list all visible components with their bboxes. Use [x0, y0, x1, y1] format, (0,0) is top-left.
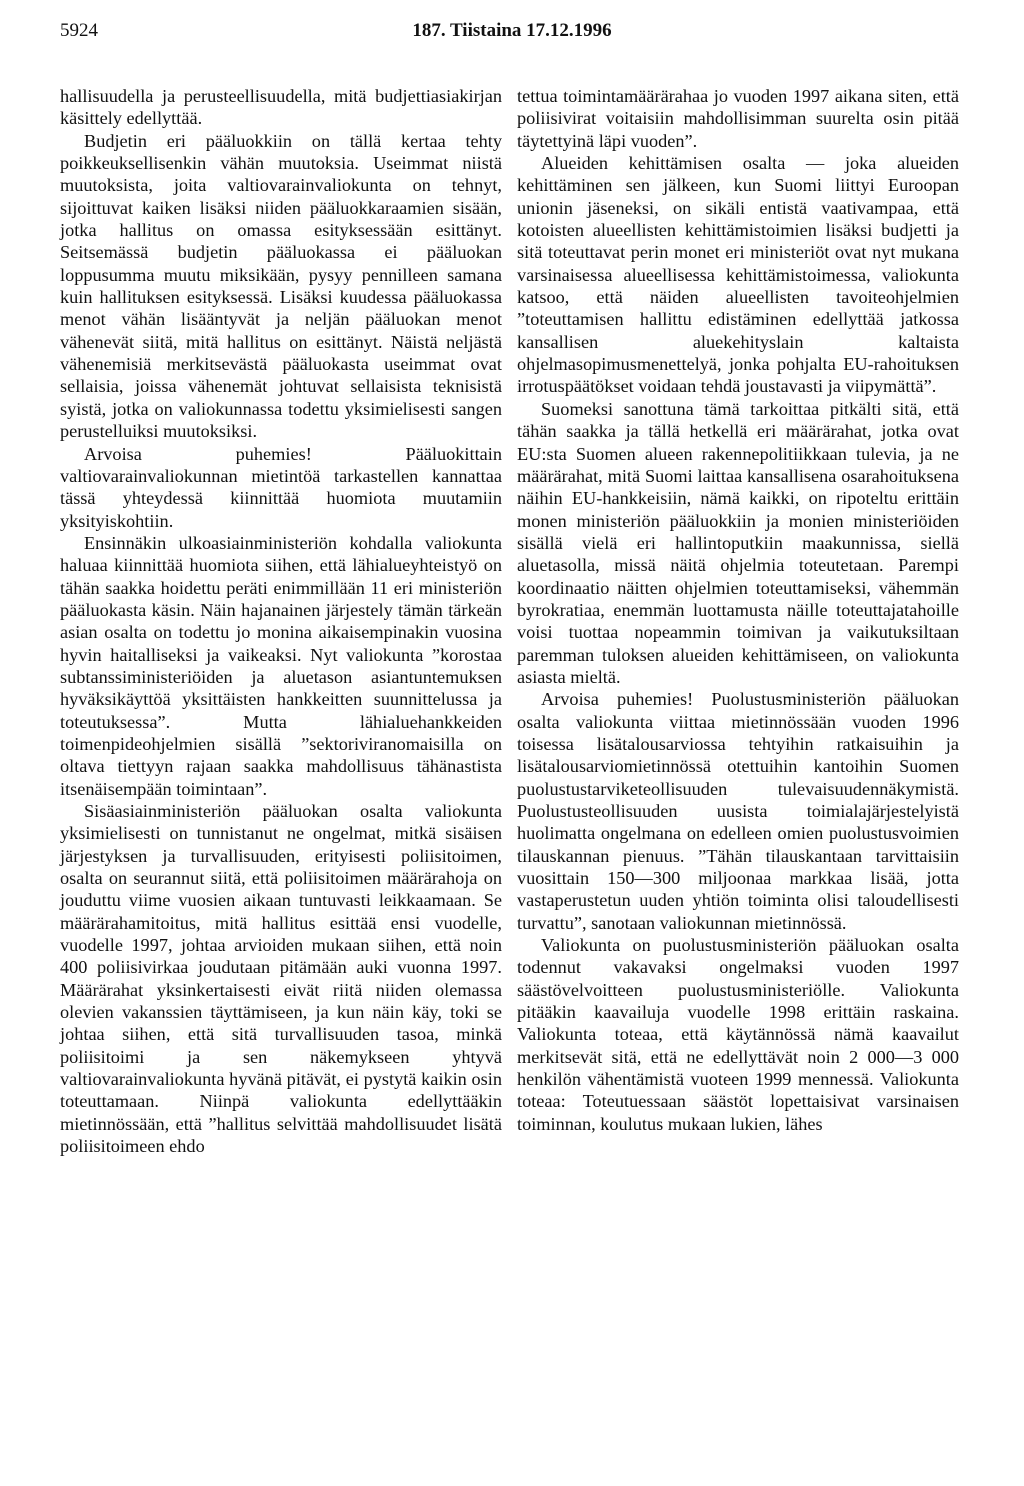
paragraph: Arvoisa puhemies! Puolustusministeriön pääluokan osalta valiokunta viittaa mietinnössään vuoden 1996 toisessa lisätalousarviossa tehtyihin ratkaisuihin ja lisätalousarviomietinnössä otettuihin kantoihin Suomen puolustustarviketeollisuuden tulevaisuudennäkymistä. Puolustusteollisuuden uusista toimialajärjestelyistä huolimatta ongelmana on edelleen omien puolustusvoimien tilauskannan pienuus. ”Tähän tilauskantaan tarvittaisiin vuosittain 150—300 miljoonaa markkaa lisää, jotta vastaperustetun uuden yhtiön toiminta olisi taloudellisesti turvattu”, sanotaan valiokunnan mietinnössä.: [517, 689, 959, 933]
paragraph: Ensinnäkin ulkoasiainministeriön kohdalla valiokunta haluaa kiinnittää huomiota siihen, että lähialueyhteistyö on tähän saakka hoidettu peräti enimmillään 11 eri ministeriön pääluokasta käsin. Näin hajanainen järjestely tämän tärkeän asian osalta on todettu jo monina aikaisempinakin vuosina hyvin haitalliseksi ja vaikeaksi. Nyt valiokunta ”korostaa subtanssiministeriöiden ja aluetason asiantuntemuksen hyväksikäyttöä yksittäisten hankkeitten suunnittelussa ja toteutuksessa”. Mutta lähialuehankkeiden toimenpideohjelmien sisällä ”sektoriviranomaisilla on oltava tiettyyn rajaan saakka mahdollisuus tähänastista itsenäisempään toimintaan”.: [60, 532, 502, 799]
right-column: [517, 85, 959, 1135]
left-column: [60, 85, 502, 1158]
paragraph: Budjetin eri pääluokkiin on tällä kertaa tehty poikkeuksellisenkin vähän muutoksia. Useimmat niistä muutoksista, joita valtiovarainvaliokunta on tehnyt, sijoittuvat kaiken lisäksi niiden pääluokkaraamien sisään, jotka hallitus on omassa esityksessään esittänyt. Seitsemässä budjetin pääluokassa ei pääluokan loppusumma muutu miksikään, pysyy pennilleen samana kuin hallituksen esityksessä. Lisäksi kuudessa pääluokassa menot vähän lisääntyvät ja neljän pääluokan menot vähenevät siitä, mitä hallitus on esittänyt. Näistä neljästä vähenemisiä merkitsevästä pääluokasta useimmat ovat sellaisia, joissa vähenemät johtuvat sellaisista teknisistä syistä, jotka on valiokunnassa todettu yksimielisesti sangen perustelluiksi muutoksiksi.: [60, 130, 502, 442]
page-number: 5924: [60, 20, 98, 41]
paragraph: Valiokunta on puolustusministeriön pääluokan osalta todennut vakavaksi ongelmaksi vuoden 1997 säästövelvoitteen puolustusministeriölle. Valiokunta pitääkin kaavailuja vuodelle 1998 erittäin raskaina. Valiokunta toteaa, että käytännössä nämä kaavailut merkitsevät sitä, että ne edellyttävät noin 2 000—3 000 henkilön vähentämistä vuoteen 1999 mennessä. Valiokunta toteaa: Toteutuessaan säästöt lopettaisivat varsinaisen toiminnan, koulutus mukaan lukien, lähes: [517, 935, 959, 1134]
paragraph: hallisuudella ja perusteellisuudella, mitä budjettiasiakirjan käsittely edellyttää.: [60, 86, 502, 129]
paragraph: Sisäasiainministeriön pääluokan osalta valiokunta yksimielisesti on tunnistanut ne ongelmat, mitkä sisäisen järjestyksen ja turvallisuuden, erityisesti poliisitoimen, osalta on seurannut siitä, että poliisitoimen määrärahoja on jouduttu viime vuosien aikaan tuntuvasti leikkaamaan. Se määrärahamitoitus, mitä hallitus esittää ensi vuodelle, vuodelle 1997, johtaa arvioiden mukaan siihen, että noin 400 poliisivirkaa joudutaan pitämään auki vuonna 1997. Määrärahat yksinkertaisesti eivät riitä niiden olemassa olevien vakanssien täyttämiseen, ja kun näin käy, toki se johtaa siihen, että sitä turvallisuuden tasoa, minkä poliisitoimi ja sen näkemykseen yhtyvä valtiovarainvaliokunta hyvänä pitävät, ei pystytä kaikin osin toteuttamaan. Niinpä valiokunta edellyttääkin mietinnössään, että ”hallitus selvittää mahdollisuudet lisätä poliisitoimeen ehdo: [60, 801, 502, 1157]
paragraph: tettua toimintamäärärahaa jo vuoden 1997 aikana siten, että poliisivirat voitaisiin mahdollisimman suurelta osin pitää täytettyinä läpi vuoden”.: [517, 86, 959, 151]
paragraph: Arvoisa puhemies! Pääluokittain valtiovarainvaliokunnan mietintöä tarkastellen kannattaa tässä yhteydessä kiinnittää huomiota muutamiin yksityiskohtiin.: [60, 443, 502, 531]
page-header: [60, 20, 964, 46]
paragraph: Suomeksi sanottuna tämä tarkoittaa pitkälti sitä, että tähän saakka ja tällä hetkellä eri määrärahat, jotka ovat EU:sta Suomen alueen rakennepolitiikkaan tulevia, ja ne määrärahat, mitä Suomi laittaa kansallisena osarahoituksena näihin EU-hankkeisiin, nämä kaikki, on ripoteltu erittäin monen ministeriön pääluokkiin ja monien ministeriöiden sisällä vielä eri hallintoputkiin maakunnissa, siellä aluetasolla, missä näitä ohjelmia toteutetaan. Parempi koordinaatio näitten ohjelmien toteuttamiseksi, vähemmän byrokratiaa, enemmän luottamusta näille toteuttajatahoille voisi tuottaa nopeammin toimivan ja vaikutuksiltaan paremman tuloksen alueiden kehittämiseen, on valiokunta asiasta mieltä.: [517, 398, 959, 687]
paragraph: Alueiden kehittämisen osalta — joka alueiden kehittäminen sen jälkeen, kun Suomi liittyi Euroopan unionin jäseneksi, on sikäli entistä vaativampaa, että kotoisten alueellisten kehittämistoimien lisäksi budjetti ja sitä toteuttavat perin monet eri ministeriöt ovat nyt mukana varsinaisessa alueellisessa kehittämistoimessa, valiokunta katsoo, että näiden alueellisten tavoiteohjelmien ”toteuttamisen hallittu edistäminen edellyttää jatkossa kansallisen aluekehityslain kaltaista ohjelmasopimusmenettelyä, jonka pohjalta EU-rahoituksen irrotuspäätökset voidaan tehdä joustavasti ja viipymättä”.: [517, 153, 959, 397]
header-title: 187. Tiistaina 17.12.1996: [412, 20, 612, 41]
